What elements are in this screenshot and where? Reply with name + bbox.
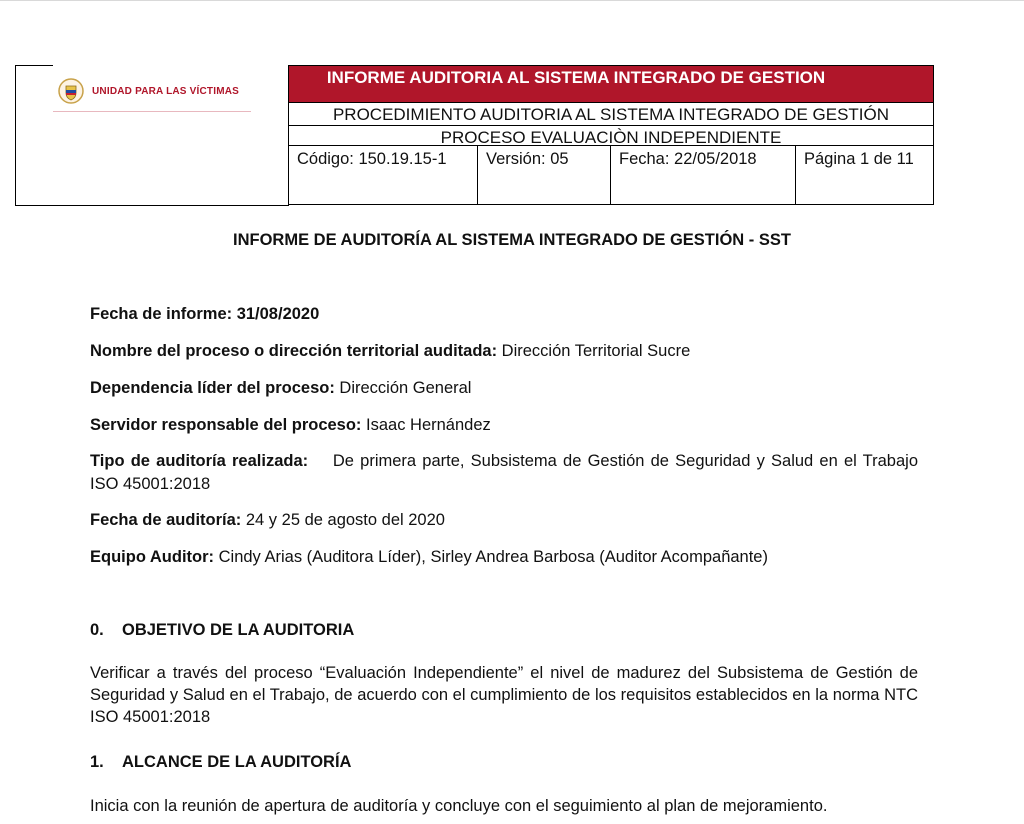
section-number: 1.: [90, 753, 104, 771]
top-border-line: [0, 0, 1024, 1]
field-label: Equipo Auditor:: [90, 548, 215, 566]
field-label: Dependencia líder del proceso:: [90, 379, 335, 397]
section-heading-scope: [90, 753, 351, 772]
field-value: Isaac Hernández: [361, 416, 491, 434]
document-version: Versión: 05: [477, 146, 610, 204]
document-title: INFORME DE AUDITORÍA AL SISTEMA INTEGRADO DE GESTIÓN - SST: [233, 231, 791, 249]
field-audit-date: [90, 509, 918, 532]
section-heading-objective: [90, 621, 354, 640]
section-title: ALCANCE DE LA AUDITORÍA: [122, 753, 352, 771]
document-date: Fecha: 22/05/2018: [610, 146, 795, 204]
field-value: Cindy Arias (Auditora Líder), Sirley Andrea Barbosa (Auditor Acompañante): [214, 548, 768, 566]
logo-underline: [53, 111, 251, 112]
field-value: Dirección General: [334, 379, 472, 397]
procedure-row: PROCEDIMIENTO AUDITORIA AL SISTEMA INTEGRADO DE GESTIÓN: [289, 102, 933, 126]
page-number: Página 1 de 11: [795, 146, 933, 204]
section-text-scope: Inicia con la reunión de apertura de auditoría y concluye con el seguimiento al plan de mejoramiento.: [90, 797, 828, 815]
field-audit-team: [90, 546, 918, 569]
section-title: OBJETIVO DE LA AUDITORIA: [122, 621, 355, 639]
field-audit-type: [90, 450, 923, 496]
section-number: 0.: [90, 621, 104, 639]
field-label: Fecha de informe: 31/08/2020: [90, 305, 320, 323]
field-value: Dirección Territorial Sucre: [497, 342, 691, 360]
document-metadata-row: [289, 146, 933, 204]
document-header-table: [15, 65, 935, 206]
section-text-objective: Verificar a través del proceso “Evaluación Independiente” el nivel de madurez del Subsistema de Gestión de Seguridad y Salud en el Trabajo, de acuerdo con el cumplimiento de los requisitos establecidos en la norma NTC ISO 45001:2018: [90, 664, 918, 726]
header-info-block: [288, 65, 934, 205]
field-responsible: [90, 414, 918, 437]
field-label: Tipo de auditoría realizada:: [90, 452, 309, 470]
process-row: PROCESO EVALUACIÒN INDEPENDIENTE: [289, 126, 933, 146]
field-report-date: [90, 303, 918, 326]
field-label: Servidor responsable del proceso:: [90, 416, 362, 434]
header-title-band: [289, 66, 933, 102]
header-title: INFORME AUDITORIA AL SISTEMA INTEGRADO DE GESTION: [326, 68, 826, 87]
field-label: Fecha de auditoría:: [90, 511, 242, 529]
field-process-name: [90, 340, 918, 363]
coat-of-arms-icon: [58, 78, 84, 104]
document-code: Código: 150.19.15-1: [297, 150, 447, 168]
field-value: 24 y 25 de agosto del 2020: [241, 511, 445, 529]
logo-text: UNIDAD PARA LAS VÍCTIMAS: [92, 85, 240, 97]
field-label: Nombre del proceso o dirección territorial auditada:: [90, 342, 498, 360]
field-value: De primera parte, Subsistema de Gestión de Seguridad y Salud en el Trabajo ISO 45001:2018: [90, 452, 923, 493]
field-lead-dependency: [90, 377, 918, 400]
organization-logo: [58, 75, 248, 107]
logo-cell-top-edge: [15, 65, 53, 66]
